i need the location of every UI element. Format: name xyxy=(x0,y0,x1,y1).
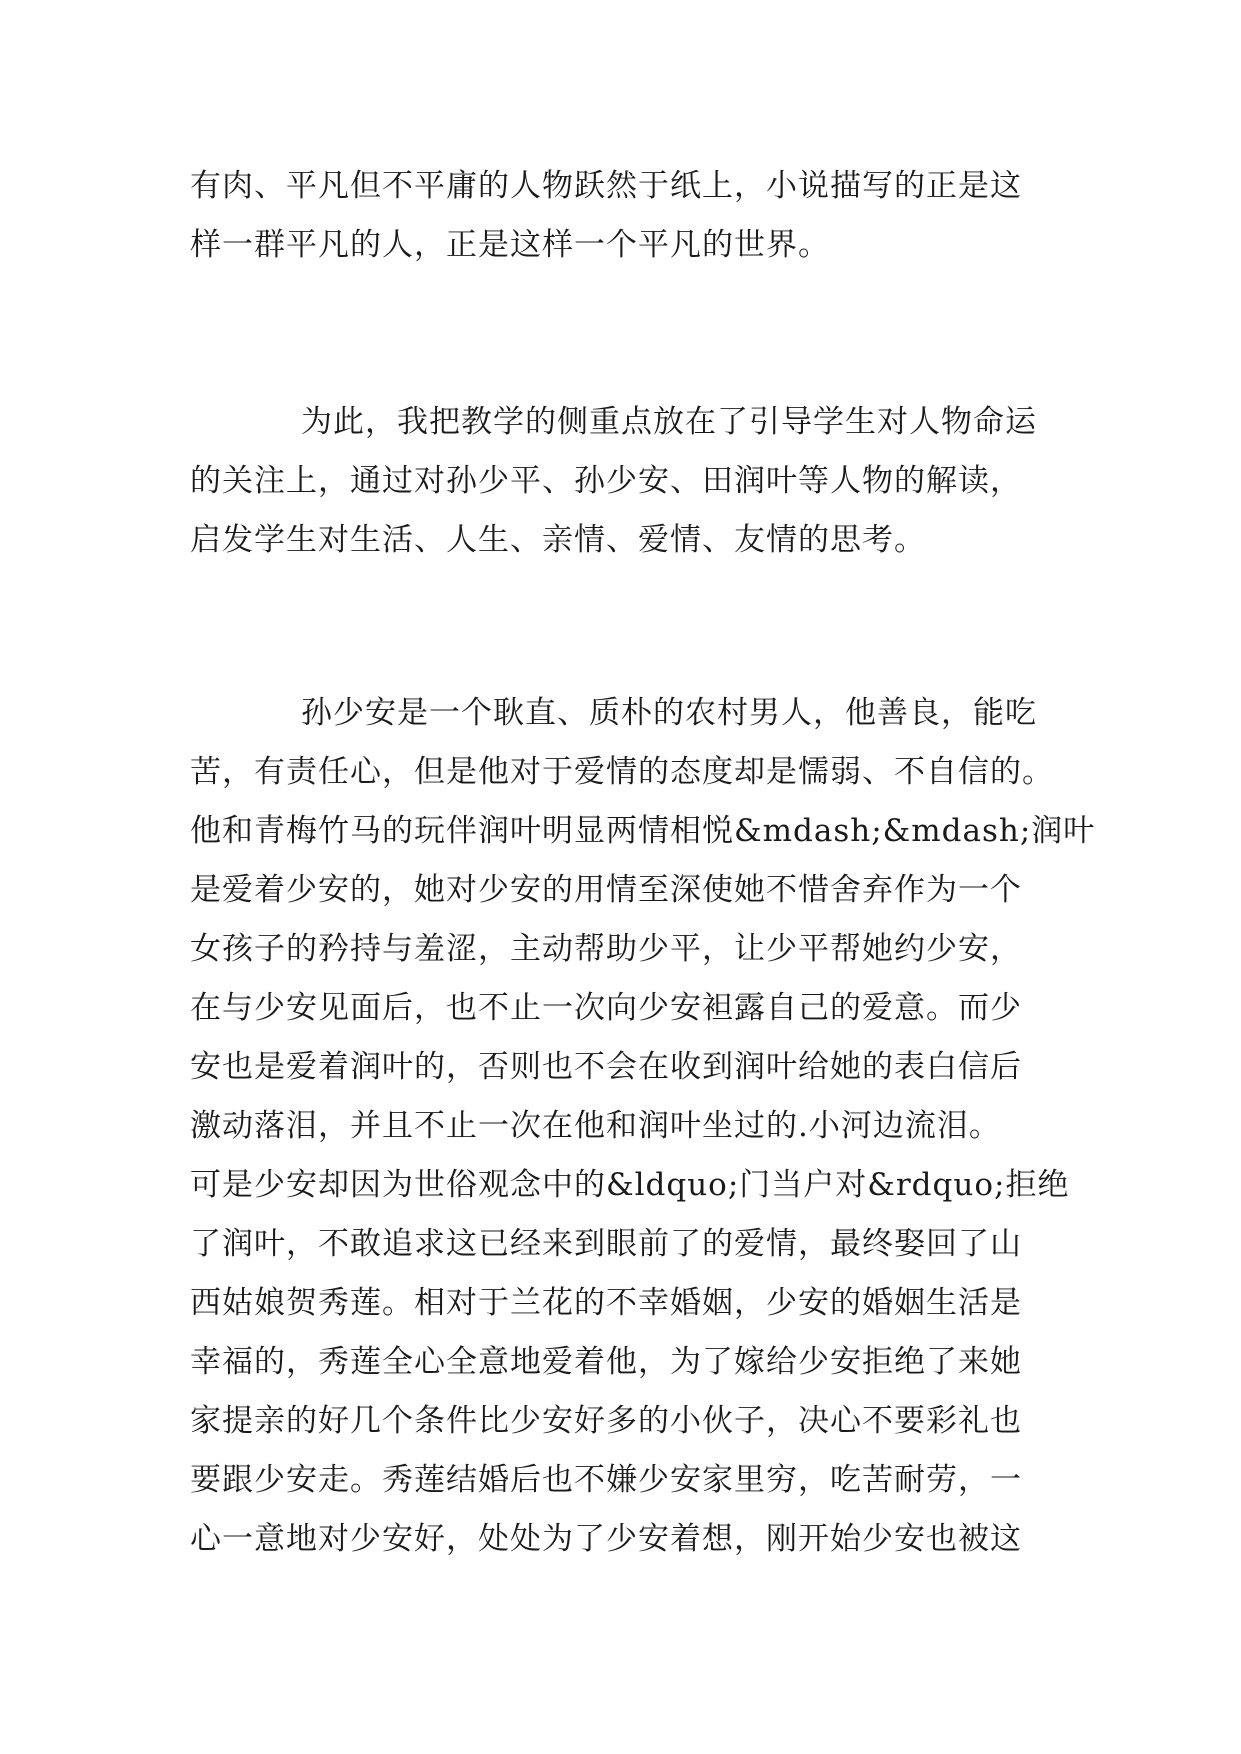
paragraph-2 xyxy=(190,393,1060,570)
text-line: 要跟少安走。秀莲结婚后也不嫌少安家里穷，吃苦耐劳，一 xyxy=(190,1462,1022,1498)
text-line: 他和青梅竹马的玩伴润叶明显两情相悦&mdash;&mdash;润叶 xyxy=(190,813,1096,849)
text-line: 苦，有责任心，但是他对于爱情的态度却是懦弱、不自信的。 xyxy=(190,754,1054,790)
text-line: 了润叶，不敢追求这已经来到眼前了的爱情，最终娶回了山 xyxy=(190,1226,1022,1262)
paragraph-1 xyxy=(190,157,1060,275)
text-line: 安也是爱着润叶的，否则也不会在收到润叶给她的表白信后 xyxy=(190,1049,1022,1085)
text-line: 幸福的，秀莲全心全意地爱着他，为了嫁给少安拒绝了来她 xyxy=(190,1344,1022,1380)
text-line: 是爱着少安的，她对少安的用情至深使她不惜舍弃作为一个 xyxy=(190,872,1022,908)
text-line: 西姑娘贺秀莲。相对于兰花的不幸婚姻，少安的婚姻生活是 xyxy=(190,1285,1022,1321)
text-line: 的关注上，通过对孙少平、孙少安、田润叶等人物的解读， xyxy=(190,463,1022,499)
text-line: 女孩子的矜持与羞涩，主动帮助少平，让少平帮她约少安， xyxy=(190,931,1022,967)
paragraph-3 xyxy=(190,684,1096,1569)
text-line: 有肉、平凡但不平庸的人物跃然于纸上，小说描写的正是这 xyxy=(190,168,1022,204)
text-line: 样一群平凡的人，正是这样一个平凡的世界。 xyxy=(190,227,830,263)
text-line: 心一意地对少安好，处处为了少安着想，刚开始少安也被这 xyxy=(190,1521,1022,1557)
text-line-indented: 为此，我把教学的侧重点放在了引导学生对人物命运 xyxy=(301,404,1037,440)
text-line: 激动落泪，并且不止一次在他和润叶坐过的.小河边流泪。 xyxy=(190,1108,1001,1144)
text-line: 在与少安见面后，也不止一次向少安袒露自己的爱意。而少 xyxy=(190,990,1022,1026)
text-line-indented: 孙少安是一个耿直、质朴的农村男人，他善良，能吃 xyxy=(301,695,1037,731)
text-line: 启发学生对生活、人生、亲情、爱情、友情的思考。 xyxy=(190,522,926,558)
text-line: 可是少安却因为世俗观念中的&ldquo;门当户对&rdquo;拒绝 xyxy=(190,1167,1070,1203)
text-line: 家提亲的好几个条件比少安好多的小伙子，决心不要彩礼也 xyxy=(190,1403,1022,1439)
